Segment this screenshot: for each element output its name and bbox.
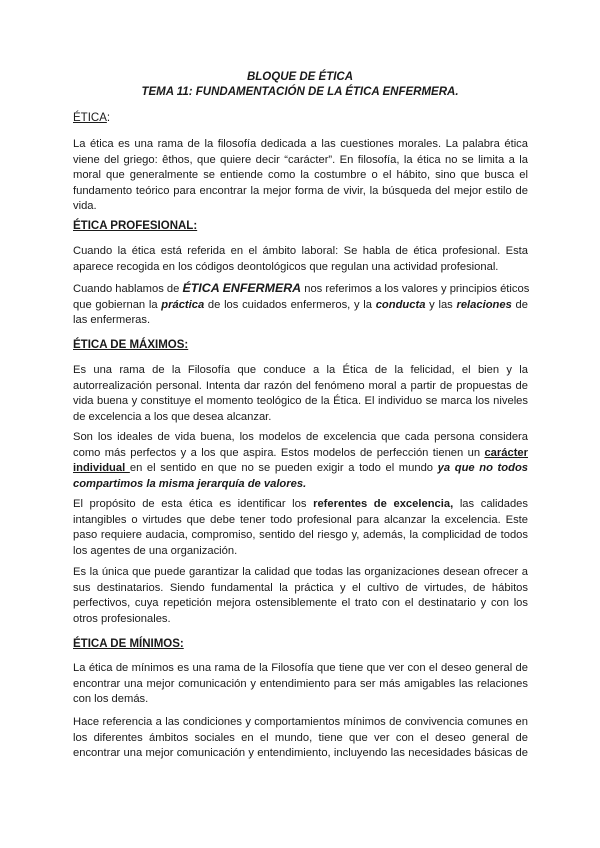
text-run: nos referimos a los valores y principios éticos [301, 283, 530, 295]
text-line: Es una rama de la Filosofía que conduce a la Ética de la felicidad, el bien y la [73, 364, 528, 376]
section-heading-maximos: ÉTICA DE MÁXIMOS: [73, 339, 189, 351]
section-heading-etica [73, 111, 110, 125]
text-run: El propósito de esta ética es identificar los [73, 498, 314, 510]
text-run: y las [425, 298, 457, 311]
emphasis-ya-que-no-todos: ya que no todos [437, 462, 529, 475]
text-line: vida buena y constituye el momento teológico de la Ética. El individuo se marca los niveles [73, 395, 528, 408]
text-line: viene del griego: êthos, que quiere decir “carácter”. En filosofía, la ética no se limita a la [73, 153, 528, 166]
document-title-block: BLOQUE DE ÉTICA [246, 71, 354, 83]
paragraph-profesional-1 [73, 244, 528, 275]
text-line: los agentes de una organización. [73, 544, 238, 557]
text-line [73, 281, 528, 298]
text-line: paso requiere audacia, compromiso, sentido del riesgo y, además, la complicidad de todos [73, 529, 528, 542]
text-run: en el sentido en que no se pueden exigir a todo el mundo [129, 462, 438, 475]
text-line: vida. [73, 200, 97, 213]
emphasis-referentes: referentes de excelencia, [313, 498, 454, 510]
paragraph-minimos-1 [73, 661, 528, 708]
paragraph-maximos-4 [73, 565, 528, 627]
text-line: de excelencia a los que desea alcanzar. [73, 410, 272, 423]
text-line: compartimos la misma jerarquía de valores. [73, 477, 307, 490]
text-run: las calidades [453, 498, 528, 510]
emphasis-relaciones: relaciones [456, 298, 512, 311]
text-line: Cuando la ética está referida en el ámbito laboral: Se habla de ética profesional. Esta [73, 245, 528, 257]
text-line: La ética de mínimos es una rama de la Filosofía que tiene que ver con el deseo general de [73, 662, 528, 674]
paragraph-minimos-2 [73, 715, 528, 762]
text-line: Hace referencia a las condiciones y comportamientos mínimos de convivencia comunes en [73, 716, 528, 728]
text-line: encontrar una mejor comunicación y entendimiento, incluyendo las necesidades básicas de [73, 747, 528, 760]
text-run: como más perfectos y a los que aspira. Estos modelos de perfección tienen un [73, 446, 485, 459]
text-run: Cuando hablamos de [73, 283, 183, 295]
text-line: aparece recogida en los códigos deontológicos que regulan una actividad profesional. [73, 260, 499, 273]
text-line [73, 497, 528, 513]
text-line: otros profesionales. [73, 612, 171, 625]
heading-text: ÉTICA [73, 112, 107, 124]
text-line: sus destinatarios. Siendo fundamental la práctica y el cultivo de virtudes, de hábitos [73, 581, 528, 594]
document-subtitle: TEMA 11: FUNDAMENTACIÓN DE LA ÉTICA ENFERMERA. [141, 86, 459, 98]
text-run: de [511, 298, 528, 311]
emphasis-practica: práctica [161, 298, 205, 311]
text-line: La ética es una rama de la filosofía dedicada a las cuestiones morales. La palabra ética [73, 138, 528, 150]
text-line [73, 446, 528, 462]
paragraph-etica-definition [73, 137, 528, 215]
text-line: las enfermeras. [73, 314, 151, 327]
heading-colon: : [106, 112, 111, 124]
paragraph-maximos-1 [73, 363, 528, 425]
text-line: Es la única que puede garantizar la calidad que todas las organizaciones desean ofrecer a [73, 566, 528, 578]
paragraph-etica-enfermera [73, 281, 528, 329]
text-line: fundamento teórico para encontrar la mejor forma de vivir, la búsqueda del mejor estilo de [73, 184, 528, 197]
text-line: intangibles o virtudes que debe tener todo profesional para alcanzar la excelencia. Este [73, 513, 528, 526]
text-line [73, 298, 528, 314]
emphasis-etica-enfermera: ÉTICA ENFERMERA [182, 281, 302, 295]
text-line: Son los ideales de vida buena, los modelos de excelencia que cada persona considera [73, 431, 528, 443]
text-line: con los demás. [73, 693, 149, 706]
text-line: perfectivos, cuya repetición mejora ostensiblemente el trato con el destinatario y con los [73, 597, 528, 610]
text-run: que gobiernan la [73, 298, 162, 311]
text-line: los diferentes ámbitos sociales en el mundo, tiene que ver con el deseo general de [73, 731, 528, 744]
text-line: autorrealización personal. Intenta dar razón del fenómeno moral a partir de propuestas de [73, 379, 528, 392]
paragraph-maximos-2 [73, 430, 528, 492]
emphasis-conducta: conducta [375, 298, 426, 311]
emphasis-caracter: carácter [484, 446, 528, 459]
text-run: de los cuidados enfermeros, y la [204, 298, 376, 311]
text-line [73, 461, 528, 477]
text-line: moral que generalmente se entiende como la costumbre o el hábito, sino que busca el [73, 169, 528, 182]
emphasis-individual: individual [73, 462, 130, 475]
paragraph-maximos-3 [73, 497, 528, 559]
section-heading-profesional: ÉTICA PROFESIONAL: [73, 220, 198, 232]
text-line: encontrar una mejor comunicación y entendimiento para ser más amigables las relaciones [73, 677, 528, 690]
section-heading-minimos: ÉTICA DE MÍNIMOS: [73, 638, 184, 650]
